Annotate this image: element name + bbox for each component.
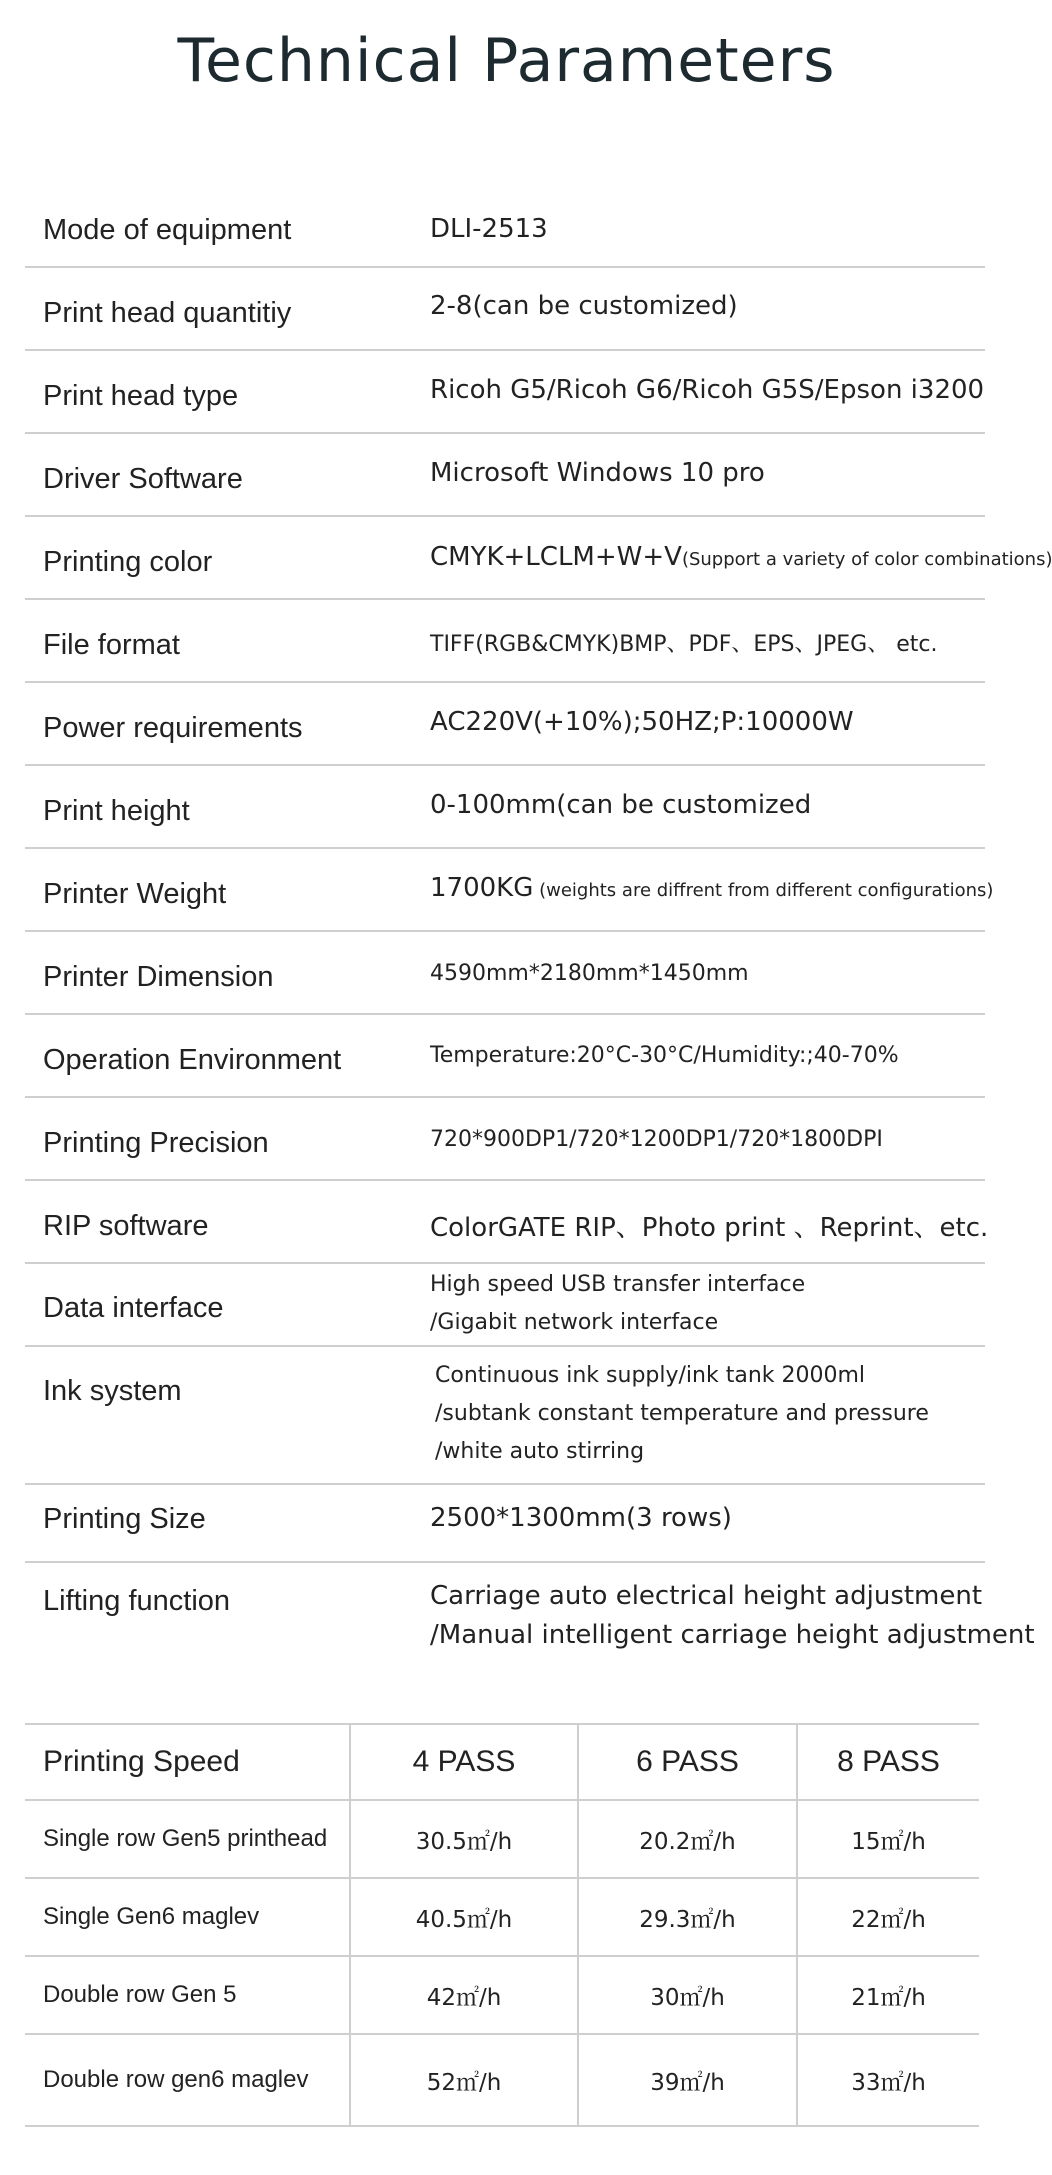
printing-speed-table [25, 1723, 979, 2127]
param-value [435, 1357, 929, 1471]
speed-cell: 30.5㎡/h [350, 1800, 578, 1878]
row-label: Single row Gen5 printhead [25, 1800, 350, 1878]
speed-cell: 29.3㎡/h [578, 1878, 797, 1956]
param-row-printing-color [25, 517, 1052, 600]
param-label: Mode of equipment [43, 214, 292, 246]
param-value-line: High speed USB transfer interface [430, 1272, 806, 1297]
speed-cell: 42㎡/h [350, 1956, 578, 2034]
param-value-line: /subtank constant temperature and pressure [435, 1401, 929, 1426]
param-label: Printer Dimension [43, 961, 274, 993]
param-value [430, 542, 1052, 572]
param-value: TIFF(RGB&CMYK)BMP、PDF、EPS、JPEG、 etc. [430, 632, 938, 657]
speed-cell: 33㎡/h [797, 2034, 979, 2126]
param-value: 2-8(can be customized) [430, 291, 738, 321]
param-value [430, 873, 993, 903]
param-label: File format [43, 629, 180, 661]
param-value: Ricoh G5/Ricoh G6/Ricoh G5S/Epson i3200 [430, 375, 985, 405]
param-value-main: 1700KG [430, 873, 534, 903]
table-header-row [25, 1724, 979, 1800]
speed-cell: 39㎡/h [578, 2034, 797, 2126]
param-value-line: /Manual intelligent carriage height adjustment [430, 1620, 1035, 1650]
param-label: Printing Size [43, 1503, 206, 1535]
param-value-line: /Gigabit network interface [430, 1310, 719, 1335]
param-value [430, 1577, 1035, 1655]
param-label: Print head quantitiy [43, 297, 292, 329]
param-row-mode-of-equipment [25, 185, 985, 268]
param-row-print-height [25, 766, 985, 849]
param-row-rip-software [25, 1181, 989, 1264]
param-value-line: /white auto stirring [435, 1439, 645, 1464]
speed-cell: 15㎡/h [797, 1800, 979, 1878]
param-value: Temperature:20°C-30°C/Humidity:;40-70% [430, 1043, 899, 1068]
param-label: RIP software [43, 1210, 209, 1242]
param-value-note: (Support a variety of color combinations) [681, 549, 1052, 570]
param-value: 0-100mm(can be customized [430, 790, 812, 820]
param-row-printer-weight [25, 849, 994, 932]
param-value-line: Carriage auto electrical height adjustment [430, 1581, 983, 1611]
param-row-driver-software [25, 434, 985, 517]
param-label: Power requirements [43, 712, 303, 744]
page-title: Technical Parameters [177, 26, 836, 96]
param-value: Microsoft Windows 10 pro [430, 458, 765, 488]
header-cell-printing-speed: Printing Speed [25, 1724, 350, 1800]
param-value: 2500*1300mm(3 rows) [430, 1503, 732, 1533]
speed-cell: 30㎡/h [578, 1956, 797, 2034]
speed-cell: 20.2㎡/h [578, 1800, 797, 1878]
table-row [25, 1878, 979, 1956]
param-value: 720*900DP1/720*1200DP1/720*1800DPI [430, 1127, 883, 1152]
param-value [430, 1266, 805, 1342]
table-row [25, 1956, 979, 2034]
param-label: Operation Environment [43, 1044, 342, 1076]
param-label: Printing Precision [43, 1127, 269, 1159]
param-label: Driver Software [43, 463, 243, 495]
speed-cell: 21㎡/h [797, 1956, 979, 2034]
param-label: Data interface [43, 1292, 224, 1324]
header-cell-8-pass: 8 PASS [797, 1724, 979, 1800]
param-row-file-format [25, 600, 985, 683]
row-label: Single Gen6 maglev [25, 1878, 350, 1956]
param-label: Print height [43, 795, 190, 827]
param-label: Printer Weight [43, 878, 227, 910]
param-row-printer-dimension [25, 932, 985, 1015]
header-cell-6-pass: 6 PASS [578, 1724, 797, 1800]
param-label: Lifting function [43, 1585, 231, 1617]
param-row-printing-size [25, 1485, 985, 1563]
row-label: Double row gen6 maglev [25, 2034, 350, 2126]
param-value: AC220V(+10%);50HZ;P:10000W [430, 707, 854, 737]
param-row-data-interface [25, 1264, 985, 1347]
speed-cell: 22㎡/h [797, 1878, 979, 1956]
speed-cell: 52㎡/h [350, 2034, 578, 2126]
header-cell-4-pass: 4 PASS [350, 1724, 578, 1800]
param-row-print-head-type [25, 351, 985, 434]
param-value-note: (weights are diffrent from different configurations) [533, 880, 994, 901]
param-row-power-requirements [25, 683, 985, 766]
param-row-print-head-quantity [25, 268, 985, 351]
parameters-table [25, 185, 1052, 1663]
row-label: Double row Gen 5 [25, 1956, 350, 2034]
param-row-operation-environment [25, 1015, 985, 1098]
param-row-ink-system [25, 1347, 985, 1485]
param-value: 4590mm*2180mm*1450mm [430, 961, 749, 986]
speed-cell: 40.5㎡/h [350, 1878, 578, 1956]
param-value: ColorGATE RIP、Photo print 、Reprint、etc. [430, 1213, 989, 1243]
param-value: DLI-2513 [430, 214, 548, 244]
table-row [25, 1800, 979, 1878]
param-value-line: Continuous ink supply/ink tank 2000ml [435, 1363, 866, 1388]
param-row-printing-precision [25, 1098, 985, 1181]
param-label: Print head type [43, 380, 239, 412]
param-value-main: CMYK+LCLM+W+V [430, 542, 682, 572]
table-row [25, 2034, 979, 2126]
param-row-lifting-function [25, 1563, 1035, 1663]
param-label: Ink system [43, 1375, 182, 1407]
param-label: Printing color [43, 546, 213, 578]
